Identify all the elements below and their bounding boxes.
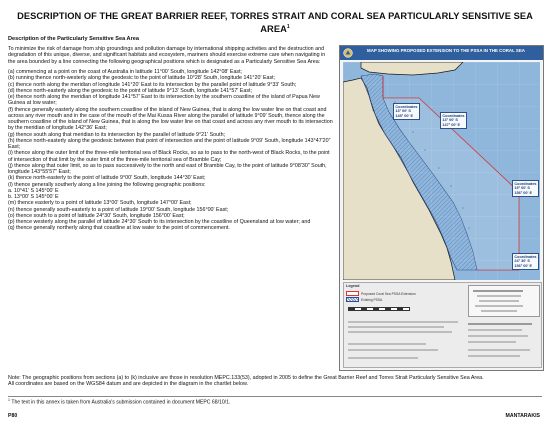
clause-m: (m) thence easterly to a point of latitude 13°00' South, longitude 147°00' East; [8,200,192,207]
page-title: DESCRIPTION OF THE GREAT BARRIER REEF, TORRES STRAIT AND CORAL SEA PARTICULARLY SENSITIVE SEA AREA$^1$ [17,11,533,35]
map-notes-box [468,285,540,317]
description-body [8,46,334,232]
legend-existing: Existing PSSA [346,297,382,302]
map-legend-panel [343,282,542,368]
map-canvas [343,62,540,280]
clause-o: (o) thence south to a point of latitude 24°30' South, longitude 156°00' East; [8,212,185,219]
map-title: MAP SHOWING PROPOSED EXTENSION TO THE PSSA IN THE CORAL SEA [367,48,525,53]
coordinate-label-1: Coordinates 13° 00' S 145° 00' E [393,103,420,120]
clause-f: (f) thence generally easterly along the southern coastline of the island of New Guinea, that is along the low water line on that coast and across any river mouth and in the case of the mouth of the Mai Kussa River along the parallel of latitude 9°09' South, thence along the southern coastline of the island of New Guinea, that is along the low water line on that coast and across any river mouth to its intersection by the meridian of longitude 142°36' East; [8,106,333,132]
existing-swatch-icon [346,297,359,302]
datum-note: All coordinates are based on the WGS84 datum and are depicted in the diagram in the chartlet below. [8,381,249,388]
australian-crest-icon [343,48,353,58]
footnote-mark: 1 [8,398,10,402]
clause-h: (h) thence north-easterly along the geodesic between that point of intersection and the point of latitude 9°09' South, longitude 143°47'20" East; [8,137,331,151]
clause-a: (a) commencing at a point on the coast of Australia in latitude 11°00' South, longitude 142°08' East; [8,69,243,76]
note-section [8,375,542,388]
clause-q: (q) thence generally northerly along that coastline at low water to the point of commencement. [8,225,230,232]
clause-p: (p) thence westerly along the parallel of latitude 24°30' South to its intersection by the coastline of Queensland at low water; and [8,219,311,226]
clause-n: (n) thence generally south-easterly to a point of latitude 19°00' South, longitude 156°00' East; [8,206,229,213]
coordinate-label-3: Coordinates 19° 00' S 156° 00' E [512,180,539,197]
coordinate-label-2: Coordinates 13° 00' S 147° 00' E [440,112,467,129]
scale-bar [348,307,410,311]
position-a: a. 10°41' S 145°00' E [8,187,59,194]
section-heading: Description of the Particularly Sensitive Sea Area [8,36,139,42]
clause-c: (c) thence north along the meridian of longitude 141°20' East to its intersection by the parallel point of latitude 9°33' South; [8,81,297,88]
intro-paragraph: To minimize the risk of damage from ship groundings and pollution damage by international shipping activities and the destruction and degradation of this unique, diverse, and significant habitats and ecosystem, mariners should exercise extreme care when navigating in the area bounded by a line connecting the following geographical positions which is designated as a Particularly Sensitive Sea Area: [8,46,326,65]
clause-g: (g) thence south along that meridian to its intersection by the parallel of latitude 9°21' South; [8,131,226,138]
footnote-text: The text in this annex is taken from Australia's submission contained in document MEPC 68/10/1. [11,399,231,406]
clause-e: (e) thence north along the meridian of longitude 141°57' East to its intersection by the southern coastline of the island of Papua New Guinea at low water; [8,94,320,107]
clause-j: (j) thence along that outer limit, so as to pass successively to the north and east of Bramble Cay, to the point of latitude 9°08'30" South, longitude 143°55'57" East; [8,162,327,176]
clause-d: (d) thence north-easterly along the geodesic to the point of latitude 9°13' South, longitude 141°57' East; [8,87,252,94]
clause-l: (l) thence generally southerly along a line joining the following geographic positions: [8,181,206,188]
coordinate-label-4: Coordinates 24° 30' S 156° 00' E [512,253,539,270]
map-header [340,46,543,60]
clause-k: (k) thence north-easterly to the point of latitude 9°00' South, longitude 144°30' East; [8,175,206,182]
position-b: b. 13°00' S 145°00' E [8,194,59,201]
pssa-map [339,45,544,371]
clause-b: (b) running thence north-westerly along the geodesic to the point of latitude 10°28' South, longitude 141°20' East; [8,75,276,82]
page-number: P80 [8,413,18,419]
clause-i: (i) thence along the outer limit of the three-mile territorial sea of Black Rocks, so as to pass to the north-west of Black Rocks, to the point of intersection of that limit by the outer limit of the three-mile territorial sea of Bramble Cay; [8,150,330,163]
proposed-swatch-icon [346,291,359,296]
footnote-divider [8,396,542,397]
footnote [8,398,230,406]
title-footnote-mark: 1 [286,24,290,30]
publisher-name: MANTARAKIS [505,413,540,419]
legend-title: Legend [346,284,360,288]
legend-proposed: Proposed Coral Sea PSSA Extension [346,291,416,296]
note-paragraph: Note: The geographic positions from sections (a) to (k) inclusive are those in resolution MEPC.133(53), adopted in 2005 to define the Great Barrier Reef and Torres Strait Particularly Sensitive Sea Area. [8,375,484,381]
